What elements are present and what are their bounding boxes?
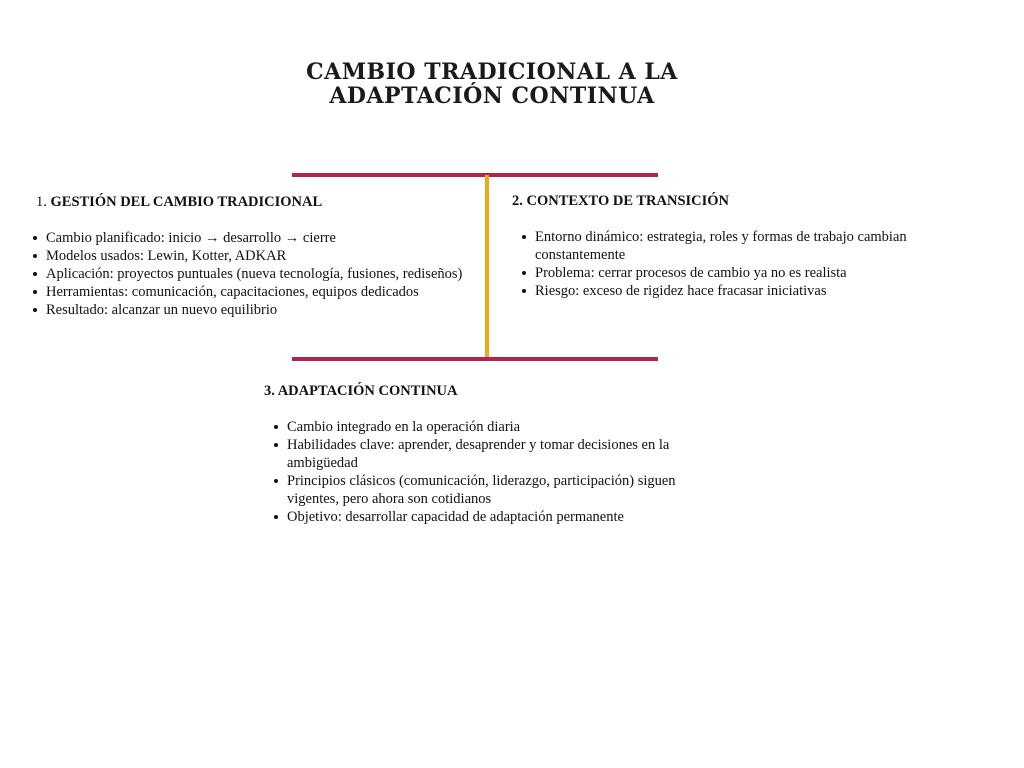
list-item: Entorno dinámico: estrategia, roles y formas de trabajo cambian constantemente bbox=[520, 228, 982, 264]
bottom-divider-line bbox=[292, 357, 658, 361]
section-number: 1. bbox=[36, 194, 47, 210]
title-line-2: ADAPTACIÓN CONTINUA bbox=[329, 83, 655, 109]
list-item: Modelos usados: Lewin, Kotter, ADKAR bbox=[31, 247, 491, 265]
section-traditional-change bbox=[31, 193, 491, 319]
section-heading-text: CONTEXTO DE TRANSICIÓN bbox=[526, 193, 730, 209]
bullet-list bbox=[31, 229, 491, 319]
section-heading bbox=[31, 193, 491, 211]
list-item: Riesgo: exceso de rigidez hace fracasar iniciativas bbox=[520, 282, 982, 300]
bullet-list bbox=[512, 228, 982, 300]
section-heading bbox=[512, 192, 982, 210]
list-item: Cambio integrado en la operación diaria bbox=[272, 418, 714, 436]
list-item: Principios clásicos (comunicación, liderazgo, participación) siguen vigentes, pero ahora son cotidianos bbox=[272, 472, 714, 508]
list-item: Cambio planificado: inicio → desarrollo → cierre bbox=[31, 229, 491, 247]
title-line-1: CAMBIO TRADICIONAL A LA bbox=[306, 59, 678, 85]
top-divider-line bbox=[292, 173, 658, 177]
list-item: Objetivo: desarrollar capacidad de adaptación permanente bbox=[272, 508, 714, 526]
section-heading-text: ADAPTACIÓN CONTINUA bbox=[277, 383, 458, 399]
list-item: Problema: cerrar procesos de cambio ya no es realista bbox=[520, 264, 982, 282]
bullet-list bbox=[264, 418, 714, 526]
section-continuous-adaptation bbox=[264, 382, 714, 526]
section-number: 3. bbox=[264, 383, 275, 399]
list-item: Habilidades clave: aprender, desaprender y tomar decisiones en la ambigüedad bbox=[272, 436, 714, 472]
section-heading bbox=[264, 382, 714, 400]
section-number: 2. bbox=[512, 193, 523, 209]
section-heading-text: GESTIÓN DEL CAMBIO TRADICIONAL bbox=[50, 194, 323, 210]
list-item: Aplicación: proyectos puntuales (nueva tecnología, fusiones, rediseños) bbox=[31, 265, 491, 283]
list-item: Resultado: alcanzar un nuevo equilibrio bbox=[31, 301, 491, 319]
list-item: Herramientas: comunicación, capacitaciones, equipos dedicados bbox=[31, 283, 491, 301]
diagram-title bbox=[262, 60, 722, 108]
section-transition-context bbox=[512, 192, 982, 300]
